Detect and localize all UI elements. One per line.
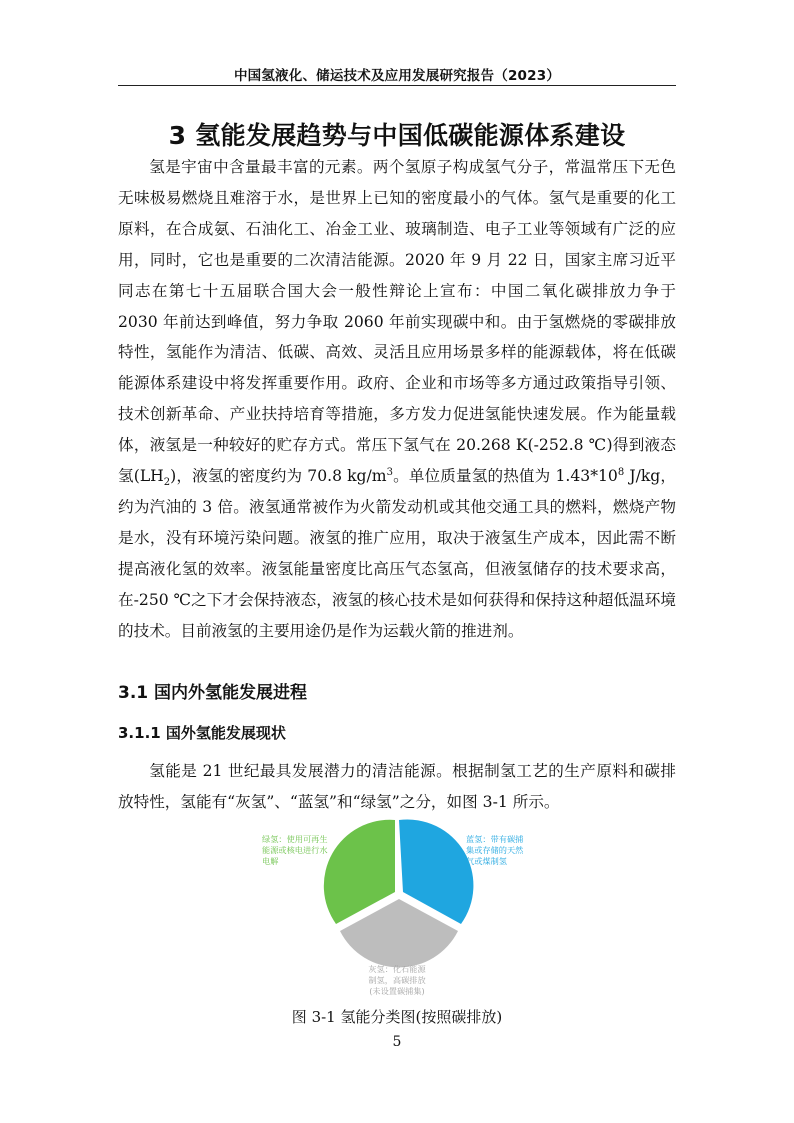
gray-label-line-3: (未设置碳捕集) xyxy=(369,986,425,996)
hydrogen-classification-figure xyxy=(262,816,532,1006)
intro-text-a: 氢是宇宙中含量最丰富的元素。两个氢原子构成氢气分子，常温常压下无色无味极易燃烧且难溶于水，是世界上已知的密度最小的气体。氢气是重要的化工原料，在合成氨、石油化工、冶金工业、玻璃制造、电子工业等领域有广泛的应用，同时，它也是重要的二次清洁能源。2020 年 9 月 22 日，国家主席习近平同志在第七十五届联合国大会一般性辩论上宣布：中国二氧化碳排放力争于 2030 年前达到峰值，努力争取 2060 年前实现碳中和。由于氢燃烧的零碳排放特性，氢能作为清洁、低碳、高效、灵活且应用场景多样的能源载体，将在低碳能源体系建设中将发挥重要作用。政府、企业和市场等多方通过政策指导引领、技术创新革命、产业扶持培育等措施，多方发力促进氢能快速发展。作为能量载体，液氢是一种较好的贮存方式。常压下氢气在 20.268 K(-252.8 ℃)得到液态氢(LH xyxy=(118,158,676,486)
subsection-heading: 3.1.1 国外氢能发展现状 xyxy=(118,724,286,742)
chapter-title: 3 氢能发展趋势与中国低碳能源体系建设 xyxy=(168,121,626,150)
intro-text-c: )，液氢的密度约为 70.8 kg/m xyxy=(170,467,387,486)
gray-hydrogen-label xyxy=(358,964,436,997)
hydrogen-classification-paragraph: 氢能是 21 世纪最具发展潜力的清洁能源。根据制氢工艺的生产原料和碳排放特性，氢能有“灰氢”、“蓝氢”和“绿氢”之分，如图 3-1 所示。 xyxy=(118,762,676,811)
blue-hydrogen-label: 蓝氢：带有碳捕集或存储的天然气或煤制氢 xyxy=(466,834,524,866)
intro-text-g: J/kg，约为汽油的 3 倍。液氢通常被作为火箭发动机或其他交通工具的燃料，燃烧产物是水，没有环境污染问题。液氢的推广应用，取决于液氢生产成本，因此需不断提高液化氢的效率。液氢能量密度比高压气态氢高，但液氢储存的技术要求高，在-250 ℃之下才会保持液态，液氢的核心技术是如何获得和保持这种超低温环境的技术。目前液氢的主要用途仍是作为运载火箭的推进剂。 xyxy=(118,467,676,640)
heat-value-exponent: 8 xyxy=(617,466,625,478)
density-unit-superscript: 3 xyxy=(386,466,393,478)
section-heading: 3.1 国内外氢能发展进程 xyxy=(118,683,308,703)
running-header-title: 中国氢液化、储运技术及应用发展研究报告（2023） xyxy=(233,68,561,84)
green-hydrogen-label: 绿氢：使用可再生能源或核电进行水电解 xyxy=(262,834,328,866)
intro-text-e: 。单位质量氢的热值为 1.43*10 xyxy=(392,467,618,486)
intro-paragraph xyxy=(118,152,676,647)
header-rule xyxy=(118,85,676,86)
figure-caption: 图 3-1 氢能分类图(按照碳排放) xyxy=(291,1008,503,1026)
page-number: 5 xyxy=(392,1034,402,1050)
lh2-subscript: 2 xyxy=(163,477,171,489)
gray-label-line-2: 制氢，高碳排放 xyxy=(368,975,426,985)
gray-label-line-1: 灰氢：化石能源 xyxy=(368,964,426,974)
